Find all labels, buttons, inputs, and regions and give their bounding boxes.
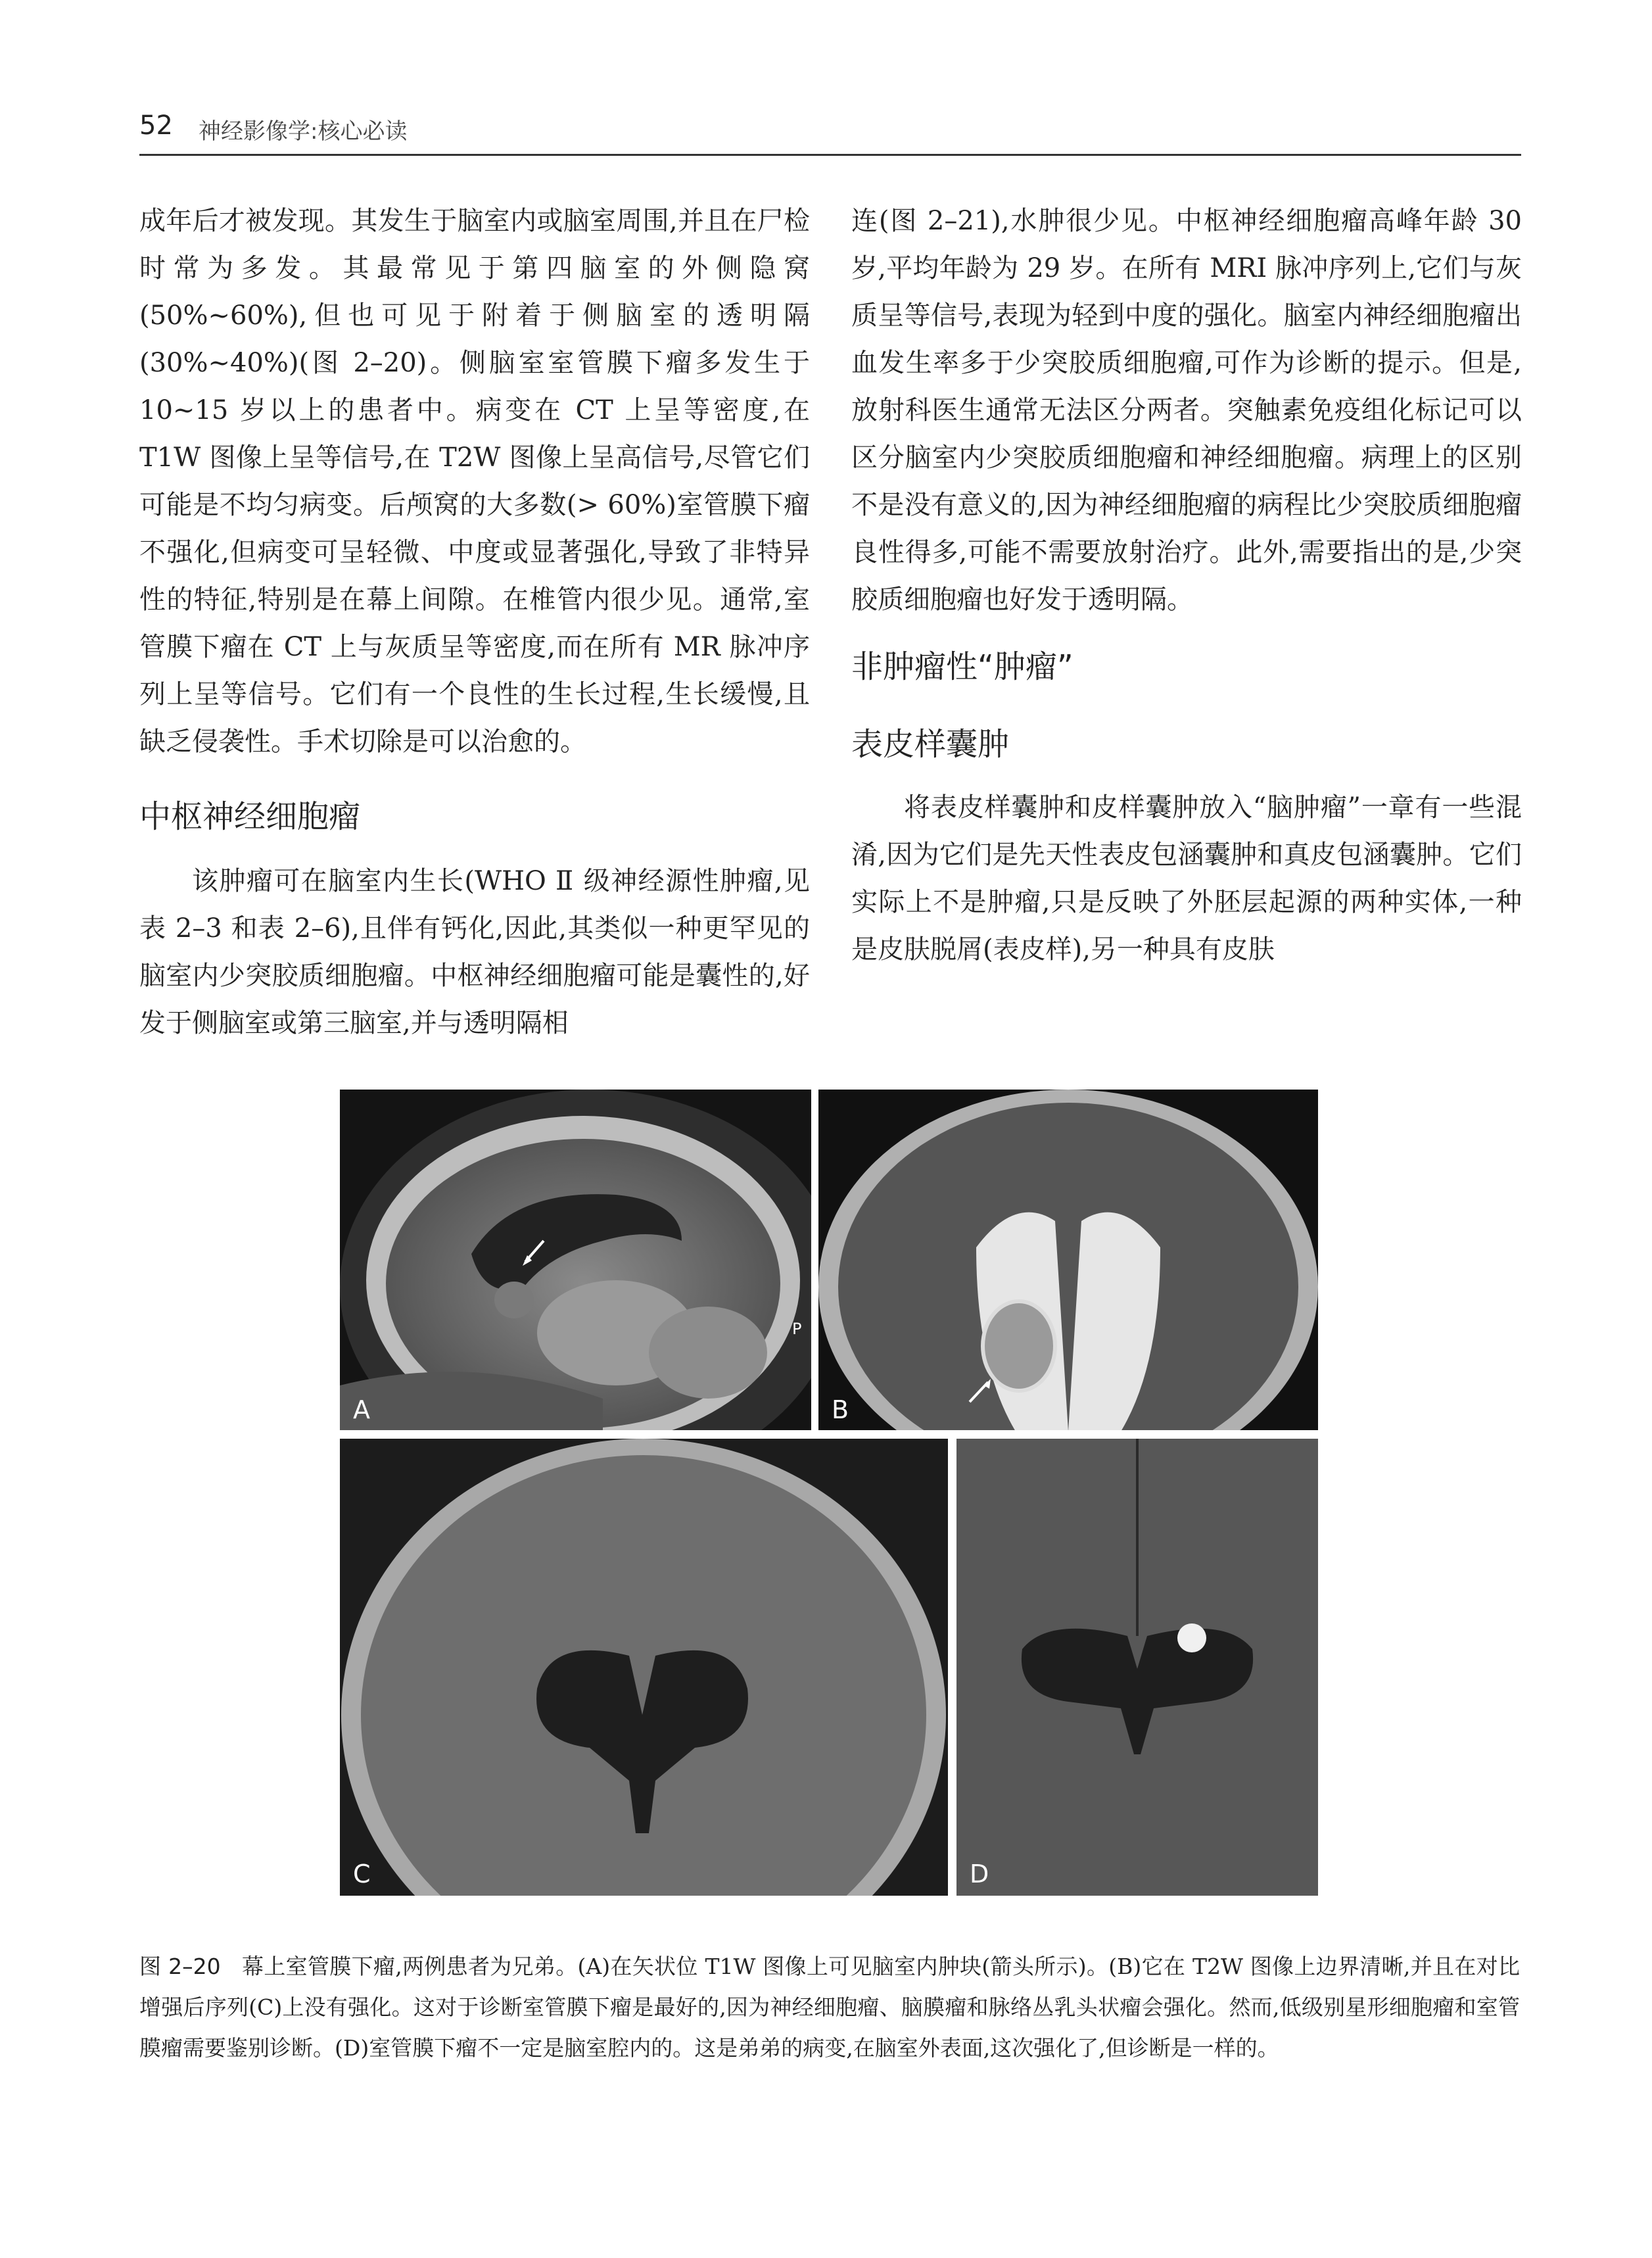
left-paragraph-2: 该肿瘤可在脑室内生长(WHO Ⅱ 级神经源性肿瘤,见表 2–3 和表 2–6),且伴有钙化,因此,其类似一种更罕见的脑室内少突胶质细胞瘤。中枢神经细胞瘤可能是囊性的,好发于侧脑室或第三脑室,并与透明隔相 [139,866,810,1038]
figure-caption-text: 幕上室管膜下瘤,两例患者为兄弟。(A)在矢状位 T1W 图像上可见脑室内肿块(箭头所示)。(B)它在 T2W 图像上边界清晰,并且在对比增强后序列(C)上没有强化。这对于诊断室管膜下瘤是最好的,因为神经细胞瘤、脑膜瘤和脉络丛乳头状瘤会强化。然而,低级别星形细胞瘤和室管膜瘤需要鉴别诊断。(D)室管膜下瘤不一定是脑室腔内的。这是弟弟的病变,在脑室外表面,这次强化了,但诊断是一样的。 [139,1954,1520,2061]
left-column [139,197,810,1047]
right-column [851,197,1522,973]
figure-caption [139,1946,1520,2069]
panel-label-a: A [353,1395,370,1424]
header-rule [139,154,1521,156]
figure-panel-b [818,1090,1318,1430]
page-header [139,110,1520,156]
panel-label-b: B [832,1395,849,1424]
section-heading-non-neoplastic: 非肿瘤性“肿瘤” [851,648,1074,685]
section-heading-central-neurocytoma: 中枢神经细胞瘤 [139,798,361,835]
section-heading-epidermoid-cyst: 表皮样囊肿 [851,726,1010,763]
axial-contrast-image [956,1439,1318,1896]
panel-label-d: D [970,1860,989,1888]
page-number: 52 [139,110,173,141]
figure-panel-c [340,1439,948,1896]
panel-orientation-label: P [792,1320,802,1338]
sagittal-t1-image [340,1090,811,1430]
book-title: 神经影像学:核心必读 [199,118,408,145]
right-paragraph-1: 连(图 2–21),水肿很少见。中枢神经细胞瘤高峰年龄 30 岁,平均年龄为 29 岁。在所有 MRI 脉冲序列上,它们与灰质呈等信号,表现为轻到中度的强化。脑室内神经细胞瘤出血发生率多于少突胶质细胞瘤,可作为诊断的提示。但是,放射科医生通常无法区分两者。突触素免疫组化标记可以区分脑室内少突胶质细胞瘤和神经细胞瘤。病理上的区别不是没有意义的,因为神经细胞瘤的病程比少突胶质细胞瘤良性得多,可能不需要放射治疗。此外,需要指出的是,少突胶质细胞瘤也好发于透明隔。 [851,206,1522,615]
right-paragraph-2: 将表皮样囊肿和皮样囊肿放入“脑肿瘤”一章有一些混淆,因为它们是先天性表皮包涵囊肿和真皮包涵囊肿。它们实际上不是肿瘤,只是反映了外胚层起源的两种实体,一种是皮肤脱屑(表皮样),另一种具有皮肤 [851,792,1522,965]
panel-label-c: C [353,1860,371,1888]
axial-t2-image [818,1090,1318,1430]
figure-panel-d [956,1439,1318,1896]
left-paragraph-1: 成年后才被发现。其发生于脑室内或脑室周围,并且在尸检时常为多发。其最常见于第四脑室的外侧隐窝(50%~60%),但也可见于附着于侧脑室的透明隔(30%~40%)(图 2–20)。侧脑室室管膜下瘤多发生于 10~15 岁以上的患者中。病变在 CT 上呈等密度,在 T1W 图像上呈等信号,在 T2W 图像上呈高信号,尽管它们可能是不均匀病变。后颅窝的大多数(> 60%)室管膜下瘤不强化,但病变可呈轻微、中度或显著强化,导致了非特异性的特征,特别是在幕上间隙。在椎管内很少见。通常,室管膜下瘤在 CT 上与灰质呈等密度,而在所有 MR 脉冲序列上呈等信号。它们有一个良性的生长过程,生长缓慢,且缺乏侵袭性。手术切除是可以治愈的。 [139,206,810,757]
figure-id: 图 2–20 [139,1954,221,1979]
figure-panel-a [340,1090,811,1430]
coronal-contrast-image [340,1439,948,1896]
